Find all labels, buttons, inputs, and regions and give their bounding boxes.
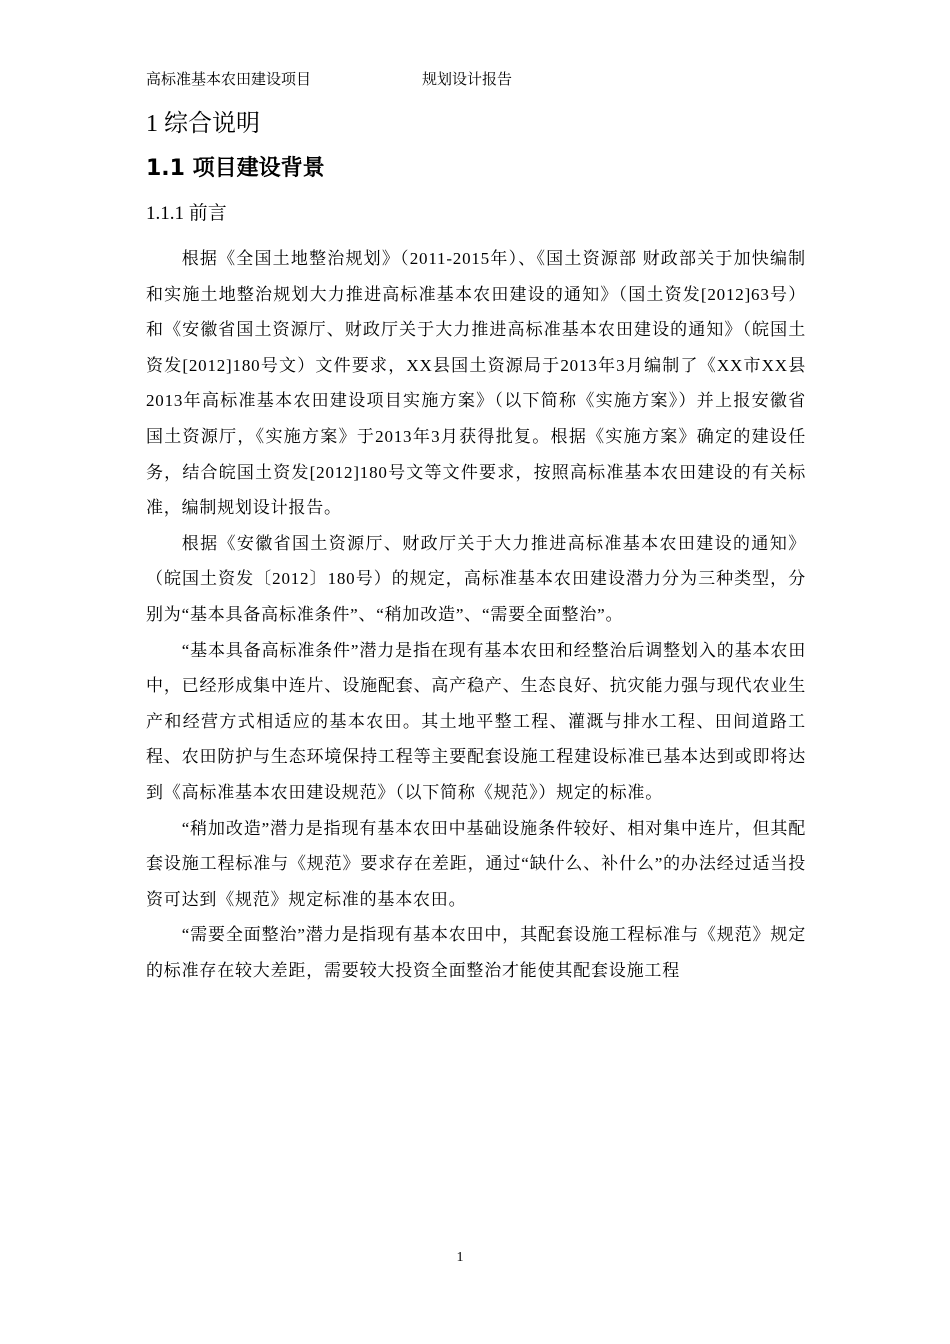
section-heading-1: 1 综合说明 <box>146 111 260 137</box>
section-heading-1-1-1: 1.1.1 前言 <box>146 203 227 224</box>
paragraph: “需要全面整治”潜力是指现有基本农田中，其配套设施工程标准与《规范》规定的标准存在较大差距，需要较大投资全面整治才能使其配套设施工程 <box>146 925 806 980</box>
body-text <box>146 241 806 988</box>
section-heading-1-1: 1.1 项目建设背景 <box>146 156 325 181</box>
paragraph: “稍加改造”潜力是指现有基本农田中基础设施条件较好、相对集中连片，但其配套设施工程标准与《规范》要求存在差距，通过“缺什么、补什么”的办法经过适当投资可达到《规范》规定标准的基本农田。 <box>146 818 806 909</box>
page-number: 1 <box>456 1250 464 1265</box>
header-report-title: 规划设计报告 <box>422 72 513 88</box>
header-project-name: 高标准基本农田建设项目 <box>146 72 312 88</box>
paragraph: 根据《安徽省国土资源厅、财政厅关于大力推进高标准基本农田建设的通知》（皖国土资发〔2012〕180号）的规定，高标准基本农田建设潜力分为三种类型，分别为“基本具备高标准条件”、“稍加改造”、“需要全面整治”。 <box>146 533 806 624</box>
page-header <box>146 68 806 92</box>
paragraph: “基本具备高标准条件”潜力是指在现有基本农田和经整治后调整划入的基本农田中，已经形成集中连片、设施配套、高产稳产、生态良好、抗灾能力强与现代农业生产和经营方式相适应的基本农田。其土地平整工程、灌溉与排水工程、田间道路工程、农田防护与生态环境保持工程等主要配套设施工程建设标准已基本达到或即将达到《高标准基本农田建设规范》（以下简称《规范》）规定的标准。 <box>146 640 806 802</box>
paragraph: 根据《全国土地整治规划》（2011-2015年）、《国土资源部 财政部关于加快编制和实施土地整治规划大力推进高标准基本农田建设的通知》（国土资发[2012]63号）和《安徽省国土资源厅、财政厅关于大力推进高标准基本农田建设的通知》（皖国土资发[2012]180号文）文件要求，XX县国土资源局于2013年3月编制了《XX市XX县2013年高标准基本农田建设项目实施方案》（以下简称《实施方案》）并上报安徽省国土资源厅，《实施方案》于2013年3月获得批复。根据《实施方案》确定的建设任务，结合皖国土资发[2012]180号文等文件要求，按照高标准基本农田建设的有关标准，编制规划设计报告。 <box>146 249 806 518</box>
